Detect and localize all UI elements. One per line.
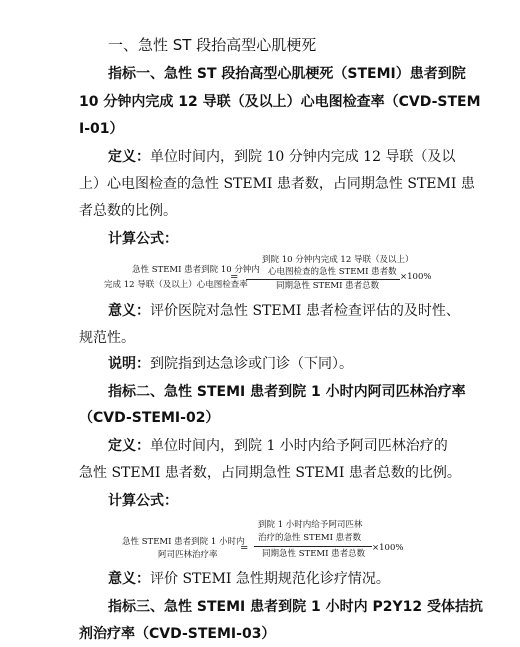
indicator2-definition-line2: 急性 STEMI 患者数，占同期急性 STEMI 患者总数的比例。 bbox=[79, 465, 461, 481]
indicator2-significance bbox=[108, 569, 390, 589]
indicator1-definition-line2: 上）心电图检查的急性 STEMI 患者数，占同期急性 STEMI 患 bbox=[79, 176, 475, 192]
section-title: 一、急性 ST 段抬高型心肌梗死 bbox=[108, 36, 317, 54]
formula2-lhs-line2: 阿司匹林治疗率 bbox=[158, 550, 218, 560]
formula1-equals: = bbox=[230, 272, 239, 283]
indicator1-significance-line1 bbox=[108, 301, 460, 321]
significance-label: 意义： bbox=[108, 303, 150, 319]
formula2-equals: = bbox=[240, 543, 249, 554]
definition-label: 定义： bbox=[108, 149, 150, 165]
indicator2-definition-line1 bbox=[108, 436, 448, 456]
indicator1-title-line2: 10 分钟内完成 12 导联（及以上）心电图检查率（CVD-STEM bbox=[79, 94, 481, 110]
indicator1-significance-line2: 规范性。 bbox=[79, 330, 135, 346]
formula2-fraction-bar bbox=[254, 546, 372, 547]
indicator3-title-line2: 剂治疗率（CVD-STEMI-03） bbox=[79, 626, 276, 642]
indicator1-formula-label: 计算公式： bbox=[108, 231, 178, 247]
formula2-denominator: 同期急性 STEMI 患者总数 bbox=[262, 549, 366, 559]
definition-text: 单位时间内，到院 10 分钟内完成 12 导联（及以 bbox=[150, 149, 456, 165]
indicator2-title-line1: 指标二、急性 STEMI 患者到院 1 小时内阿司匹林治疗率 bbox=[108, 384, 466, 400]
definition-text: 单位时间内，到院 1 小时内给予阿司匹林治疗的 bbox=[150, 438, 448, 454]
indicator3-title-line1: 指标三、急性 STEMI 患者到院 1 小时内 P2Y12 受体拮抗 bbox=[108, 599, 483, 615]
indicator1-title-line1: 指标一、急性 ST 段抬高型心肌梗死（STEMI）患者到院 bbox=[108, 66, 466, 82]
formula1-fraction-bar bbox=[246, 279, 400, 280]
formula1-lhs-line1: 急性 STEMI 患者到院 10 分钟内 bbox=[132, 265, 260, 275]
formula1-denominator: 同期急性 STEMI 患者总数 bbox=[276, 281, 380, 291]
indicator2-formula-label: 计算公式： bbox=[108, 493, 178, 509]
definition-label: 定义： bbox=[108, 438, 150, 454]
indicator1-title-line3: I-01） bbox=[79, 121, 124, 137]
significance-label: 意义： bbox=[108, 571, 150, 587]
formula2-multiplier: ×100% bbox=[372, 543, 404, 553]
formula2-lhs-line1: 急性 STEMI 患者到院 1 小时内 bbox=[122, 537, 245, 547]
formula1-lhs-line2: 完成 12 导联（及以上）心电图检查率 bbox=[104, 280, 248, 290]
note-text: 到院指到达急诊或门诊（下同）。 bbox=[150, 356, 353, 372]
note-label: 说明： bbox=[108, 356, 150, 372]
formula2-numerator-line2: 治疗的急性 STEMI 患者数 bbox=[258, 533, 362, 543]
formula1-multiplier: ×100% bbox=[400, 272, 432, 282]
formula1-numerator-line2: 心电图检查的急性 STEMI 患者数 bbox=[268, 267, 397, 277]
indicator1-definition-line3: 者总数的比例。 bbox=[79, 203, 177, 219]
significance-text: 评价医院对急性 STEMI 患者检查评估的及时性、 bbox=[150, 303, 460, 319]
significance-text: 评价 STEMI 急性期规范化诊疗情况。 bbox=[150, 571, 390, 587]
formula2-numerator-line1: 到院 1 小时内给予阿司匹林 bbox=[258, 520, 363, 530]
indicator1-definition-line1 bbox=[108, 147, 455, 167]
indicator1-note bbox=[108, 354, 353, 374]
indicator2-title-line2: （CVD-STEMI-02） bbox=[79, 410, 220, 426]
formula1-numerator-line1: 到院 10 分钟内完成 12 导联（及以上） bbox=[262, 255, 414, 265]
